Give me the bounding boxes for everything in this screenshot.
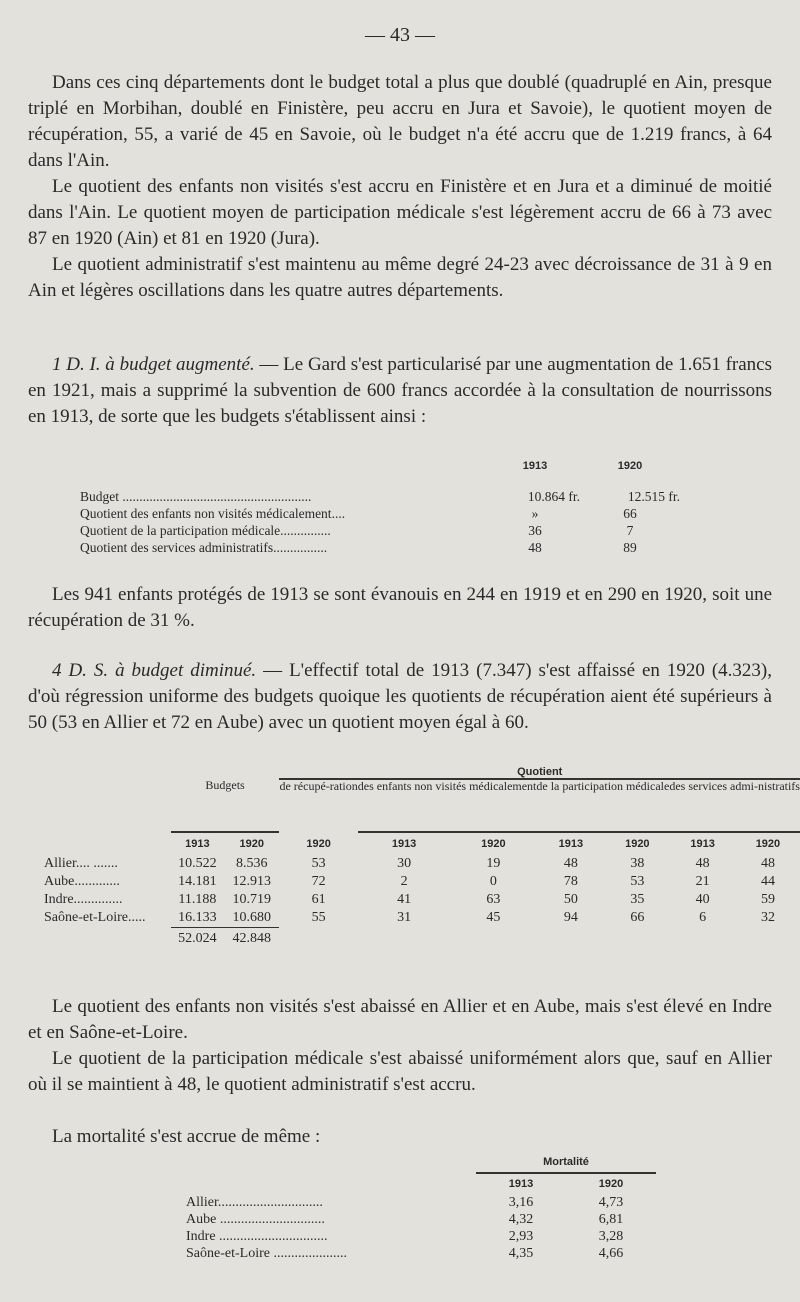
budgets-quotients-table bbox=[44, 766, 800, 950]
paragraph-6-text: — L'effectif total de 1913 (7.347) s'est affaissé en 1920 (4.323), d'où régression uniforme des budgets quoique les quotients de récupération aient été supérieurs à 50 (53 en Allier et 72 en Aube) avec un quotient moyen égal à 60. bbox=[28, 660, 772, 733]
year-header: 1920 bbox=[306, 837, 331, 850]
table-row: Quotient des enfants non visités médicalement.... » 66 bbox=[80, 505, 637, 521]
paragraph-8 bbox=[28, 1046, 772, 1098]
paragraph-9-text: La mortalité s'est accrue de même : bbox=[52, 1126, 321, 1147]
table-row: Quotient de la participation médicale............... 36 7 bbox=[80, 522, 634, 538]
paragraph-2-text: Le quotient des enfants non visités s'est accru en Finistère et en Jura et a diminué de moitié dans l'Ain. Le quotient moyen de participation médicale s'est légèrement accru de 66 à 73 avec 87 en 1920 (Ain) et 81 en 1920 (Jura). bbox=[28, 176, 772, 249]
col-header-administratifs: des services admi-nistratifs bbox=[669, 779, 800, 832]
table-row: Aube .............................. 4,32 6,81 bbox=[186, 1211, 624, 1227]
page-number: — 43 — bbox=[365, 24, 435, 46]
budgets-header: Budgets bbox=[171, 779, 280, 832]
table-row: Saône-et-Loire ..................... 4,35 4,66 bbox=[186, 1245, 624, 1261]
year-header: 1920 bbox=[617, 460, 643, 472]
paragraph-5 bbox=[28, 582, 772, 634]
col-header-recuperation: de récupé-ration bbox=[279, 779, 358, 793]
paragraph-7-text: Le quotient des enfants non visités s'est abaissé en Allier et en Aube, mais s'est élevé en Indre et en Saône-et-Loire. bbox=[28, 996, 772, 1043]
paragraph-1 bbox=[28, 70, 772, 174]
section-heading-dep-augmente: 1 D. I. à budget augmenté. bbox=[52, 354, 255, 375]
table-row: Indre ............................... 2,93 3,28 bbox=[186, 1228, 624, 1244]
quotient-header: Quotient bbox=[279, 766, 800, 779]
paragraph-2 bbox=[28, 174, 772, 252]
year-header: 1920 bbox=[239, 838, 264, 850]
table-row: Aube............. 14.181 12.913 72 2 0 78 53 21 44 bbox=[44, 874, 775, 889]
total-1913: 52.024 bbox=[171, 928, 224, 951]
mortality-header: Mortalité bbox=[476, 1152, 656, 1173]
paragraph-6 bbox=[28, 658, 772, 736]
year-header: 1913 bbox=[690, 838, 715, 850]
mortality-table bbox=[186, 1152, 656, 1262]
paragraph-1-text: Dans ces cinq départements dont le budget total a plus que doublé (quadruplé en Ain, presque triplé en Morbihan, doublé en Finistère, peu accru en Jura et Savoie), le quotient moyen de récupération, 55, a varié de 45 en Savoie, où le budget n'a été accru que de 1.219 francs, à 64 dans l'Ain. bbox=[28, 72, 772, 171]
table-row: Budget ........................................................ 10.864 fr. 12.515 fr. bbox=[80, 488, 680, 504]
table-row: Allier.... ....... 10.522 8.536 53 30 19 48 38 48 48 bbox=[44, 856, 775, 871]
paragraph-5-text: Les 941 enfants protégés de 1913 se sont évanouis en 244 en 1919 et en 290 en 1920, soit une récupération de 31 %. bbox=[28, 584, 772, 631]
col-header-participation: de la participation médicale bbox=[536, 779, 669, 832]
paragraph-3 bbox=[28, 252, 772, 304]
section-heading-dep-diminue: 4 D. S. à budget diminué. bbox=[52, 660, 257, 681]
paragraph-4 bbox=[28, 352, 772, 430]
paragraph-7 bbox=[28, 994, 772, 1046]
paragraph-3-text: Le quotient administratif s'est maintenu au même degré 24-23 avec décroissance de 31 à 9 en Ain et légères oscillations dans les quatre autres départements. bbox=[28, 254, 772, 301]
budget-table-gard bbox=[80, 460, 680, 556]
year-header: 1920 bbox=[755, 838, 781, 850]
totals-row bbox=[44, 928, 800, 951]
year-header: 1913 bbox=[558, 838, 584, 850]
year-header: 1913 bbox=[391, 838, 417, 850]
year-header: 1920 bbox=[625, 838, 650, 850]
year-header: 1913 bbox=[522, 460, 548, 472]
table-row: Indre.............. 11.188 10.719 61 41 63 50 35 40 59 bbox=[44, 892, 775, 907]
col-header-non-visites: des enfants non visités médicalement bbox=[358, 779, 537, 832]
paragraph-8-text: Le quotient de la participation médicale s'est abaissé uniformément alors que, sauf en Allier où il se maintient à 48, le quotient administratif s'est accru. bbox=[28, 1048, 772, 1095]
year-header: 1920 bbox=[481, 838, 506, 850]
paragraph-4-text: — Le Gard s'est particularisé par une augmentation de 1.651 francs en 1921, mais a supprimé la subvention de 600 francs accordée à la consultation de nourrissons en 1913, de sorte que les budgets s'établissent ainsi : bbox=[28, 354, 772, 427]
table-row: Quotient des services administratifs................ 48 89 bbox=[80, 539, 637, 555]
paragraph-9 bbox=[28, 1124, 772, 1150]
total-1920: 42.848 bbox=[224, 928, 279, 951]
table-row: Allier.............................. 3,16 4,73 bbox=[186, 1194, 624, 1210]
year-header: 1920 bbox=[598, 1178, 624, 1190]
year-header: 1913 bbox=[508, 1178, 534, 1190]
table-row: Saône-et-Loire..... 16.133 10.680 55 31 45 94 66 6 32 bbox=[44, 910, 775, 926]
year-header: 1913 bbox=[185, 838, 210, 850]
